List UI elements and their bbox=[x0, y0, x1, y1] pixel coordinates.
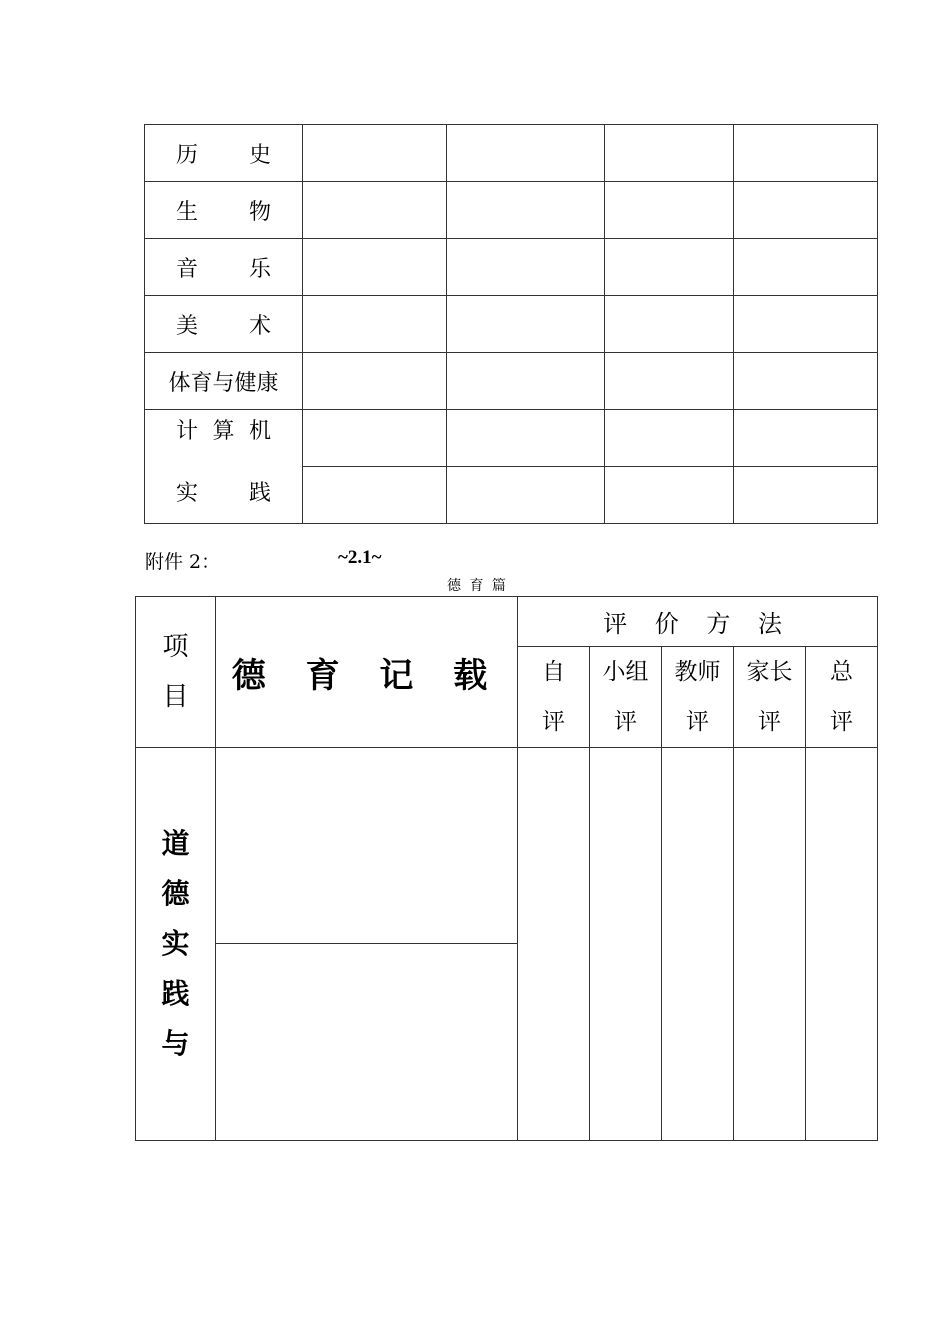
subjects-table bbox=[144, 124, 878, 524]
page-number: ~2.1~ bbox=[338, 547, 382, 568]
table-cell bbox=[605, 353, 734, 410]
subject-cell: 音 乐 bbox=[145, 239, 303, 296]
table-cell bbox=[734, 410, 878, 467]
table-cell bbox=[734, 125, 878, 182]
table-row bbox=[136, 748, 878, 944]
table-cell bbox=[447, 182, 605, 239]
table-cell bbox=[447, 353, 605, 410]
table-cell bbox=[447, 410, 605, 467]
record-cell bbox=[216, 944, 518, 1141]
table-row bbox=[145, 182, 878, 239]
table-row bbox=[145, 353, 878, 410]
table-cell bbox=[303, 182, 447, 239]
subject-cell: 历 史 bbox=[145, 125, 303, 182]
category-label: 道 德 实 践 与 bbox=[136, 748, 216, 1141]
moral-education-table bbox=[135, 596, 878, 1141]
record-cell bbox=[216, 748, 518, 944]
table-cell bbox=[303, 467, 447, 524]
table-cell bbox=[605, 125, 734, 182]
table-row bbox=[145, 125, 878, 182]
total-eval-header: 总 评 bbox=[806, 647, 878, 748]
table-cell bbox=[303, 239, 447, 296]
table-cell bbox=[662, 748, 734, 1141]
table-row bbox=[145, 410, 878, 467]
parent-eval-header: 家长 评 bbox=[734, 647, 806, 748]
table-cell bbox=[734, 353, 878, 410]
table-cell bbox=[734, 296, 878, 353]
table-cell bbox=[806, 748, 878, 1141]
table-row bbox=[145, 239, 878, 296]
subject-cell: 生 物 bbox=[145, 182, 303, 239]
table-cell bbox=[447, 239, 605, 296]
table-cell bbox=[605, 239, 734, 296]
evaluation-method-header: 评 价 方 法 bbox=[518, 597, 878, 647]
table-cell bbox=[447, 296, 605, 353]
group-eval-header: 小组 评 bbox=[590, 647, 662, 748]
record-header: 德 育 记 载 bbox=[216, 597, 518, 748]
table-row bbox=[145, 296, 878, 353]
subject-cell: 体育与健康 bbox=[145, 353, 303, 410]
table-cell bbox=[734, 182, 878, 239]
subject-cell: 计 算 机 实 践 bbox=[145, 410, 303, 524]
table-cell bbox=[447, 125, 605, 182]
self-eval-header: 自 评 bbox=[518, 647, 590, 748]
table-cell bbox=[590, 748, 662, 1141]
project-header: 项 目 bbox=[136, 597, 216, 748]
table-cell bbox=[605, 410, 734, 467]
table-cell bbox=[734, 239, 878, 296]
table-cell bbox=[734, 748, 806, 1141]
table-cell bbox=[303, 353, 447, 410]
subject-cell: 美 术 bbox=[145, 296, 303, 353]
table-cell bbox=[734, 467, 878, 524]
attachment-label: 附件 2： bbox=[145, 551, 221, 573]
table-cell bbox=[303, 296, 447, 353]
table-cell bbox=[605, 296, 734, 353]
section-title: 德 育 篇 bbox=[447, 578, 508, 594]
table-cell bbox=[447, 467, 605, 524]
table-cell bbox=[605, 182, 734, 239]
table-cell bbox=[303, 410, 447, 467]
table-cell bbox=[303, 125, 447, 182]
table-cell bbox=[605, 467, 734, 524]
teacher-eval-header: 教师 评 bbox=[662, 647, 734, 748]
header-row bbox=[136, 597, 878, 647]
table-cell bbox=[518, 748, 590, 1141]
